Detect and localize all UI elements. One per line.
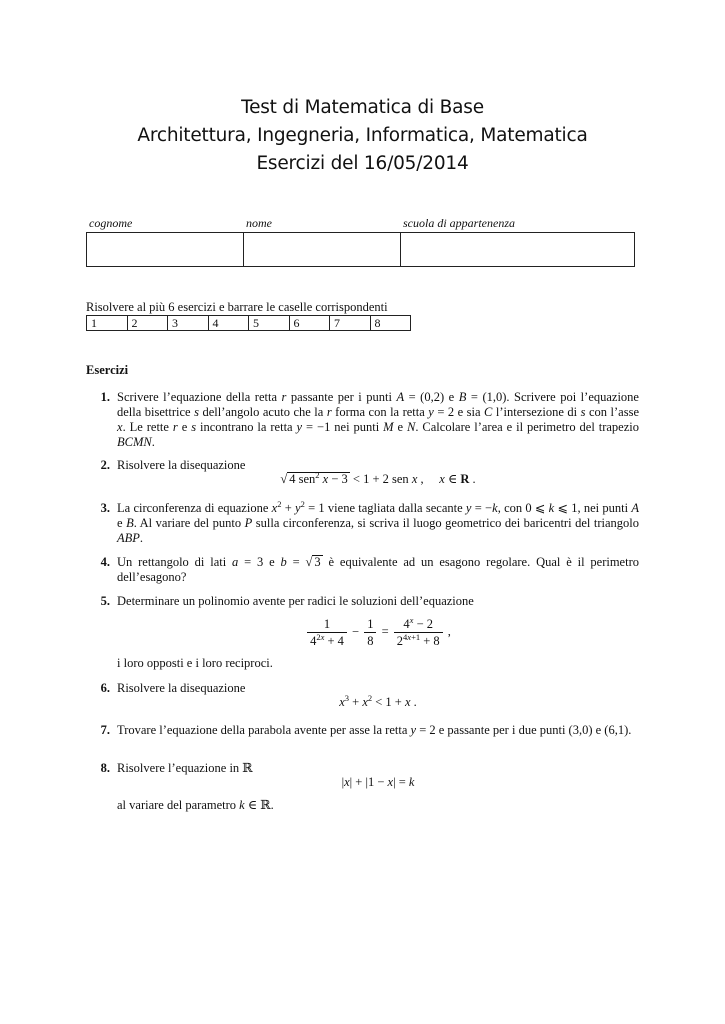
checkbox-1[interactable]: 1 <box>87 316 128 330</box>
checkbox-5[interactable]: 5 <box>249 316 290 330</box>
exercise-text: Un rettangolo di lati a = 3 e b = √ 3 è equivalente ad un esagono regolare. Qual è il perimetro dell’esagono? <box>117 555 639 584</box>
checkbox-8[interactable]: 8 <box>371 316 412 330</box>
exercise-number: 5. <box>100 594 110 608</box>
exercise-text: Determinare un polinomio avente per radici le soluzioni dell’equazione <box>117 594 474 608</box>
page-title: Test di Matematica di Base <box>241 97 484 118</box>
exercise-text: Trovare l’equazione della parabola avente per asse la retta y = 2 e passante per i due punti (3,0) e (6,1). <box>117 723 632 737</box>
exercise-text: Risolvere la disequazione <box>117 458 246 472</box>
identity-box <box>86 232 635 267</box>
cognome-label: cognome <box>89 216 133 230</box>
page-subtitle-date: Esercizi del 16/05/2014 <box>256 153 469 174</box>
page-subtitle-faculties: Architettura, Ingegneria, Informatica, Matematica <box>137 125 588 146</box>
nome-label: nome <box>246 216 272 230</box>
exercise-text: Risolvere la disequazione <box>117 681 246 695</box>
nome-field[interactable] <box>244 233 401 266</box>
exercise-text-cont: al variare del parametro k ∈ ℝ. <box>117 798 274 812</box>
exercise-number: 7. <box>100 723 110 737</box>
checkbox-3[interactable]: 3 <box>168 316 209 330</box>
exercise-formula: |x| + |1 − x| = k <box>341 775 415 789</box>
instruction-text: Risolvere al più 6 esercizi e barrare le caselle corrispondenti <box>86 300 388 314</box>
exercise-text: Risolvere l’equazione in ℝ <box>117 761 253 775</box>
exercise-formula: $\frac{1}{4^{2x} + 4}$ − $\frac{1}{8}$ = $\frac{4^x - 2}{2^{4x+1} + 8}$ , <box>117 616 639 649</box>
scuola-label: scuola di appartenenza <box>403 216 515 230</box>
exercise-number: 1. <box>100 390 110 404</box>
checkbox-6[interactable]: 6 <box>290 316 331 330</box>
scuola-field[interactable] <box>401 233 634 266</box>
checkbox-2[interactable]: 2 <box>128 316 169 330</box>
cognome-field[interactable] <box>87 233 244 266</box>
exercise-text-cont: i loro opposti e i loro reciproci. <box>117 656 273 670</box>
exercise-text: La circonferenza di equazione $x^2 + y^2 = 1$ viene tagliata dalla secante y = −k, con 0 ⩽ k ⩽ 1, nei punti A e B. Al variare del punto P sulla circonferenza, si scriva il luogo geometrico dei baricentri del triangolo ABP. <box>117 499 639 545</box>
exercise-formula: $x^3 + x^2 < 1 + x$ . <box>339 693 417 709</box>
exercise-number: 8. <box>100 761 110 775</box>
checkbox-4[interactable]: 4 <box>209 316 250 330</box>
exercise-number: 2. <box>100 458 110 472</box>
exercise-number: 3. <box>100 501 110 515</box>
section-title: Esercizi <box>86 363 129 377</box>
exercise-formula: √ 4 sen$^2$ x − 3 < 1 + 2 sen x , x ∈ R . <box>280 470 476 486</box>
exercise-number: 4. <box>100 555 110 569</box>
exercise-checkboxes <box>86 315 411 331</box>
exercise-text: Scrivere l’equazione della retta r passante per i punti A = (0,2) e B = (1,0). Scrivere poi l’equazione della bisettrice s dell’angolo acuto che la r forma con la retta y = 2 e sia C l’intersezione di s con l’asse x. Le rette r e s incontrano la retta y = −1 nei punti M e N. Calcolare l’area e il perimetro del trapezio BCMN. <box>117 390 639 449</box>
exercise-number: 6. <box>100 681 110 695</box>
checkbox-7[interactable]: 7 <box>330 316 371 330</box>
